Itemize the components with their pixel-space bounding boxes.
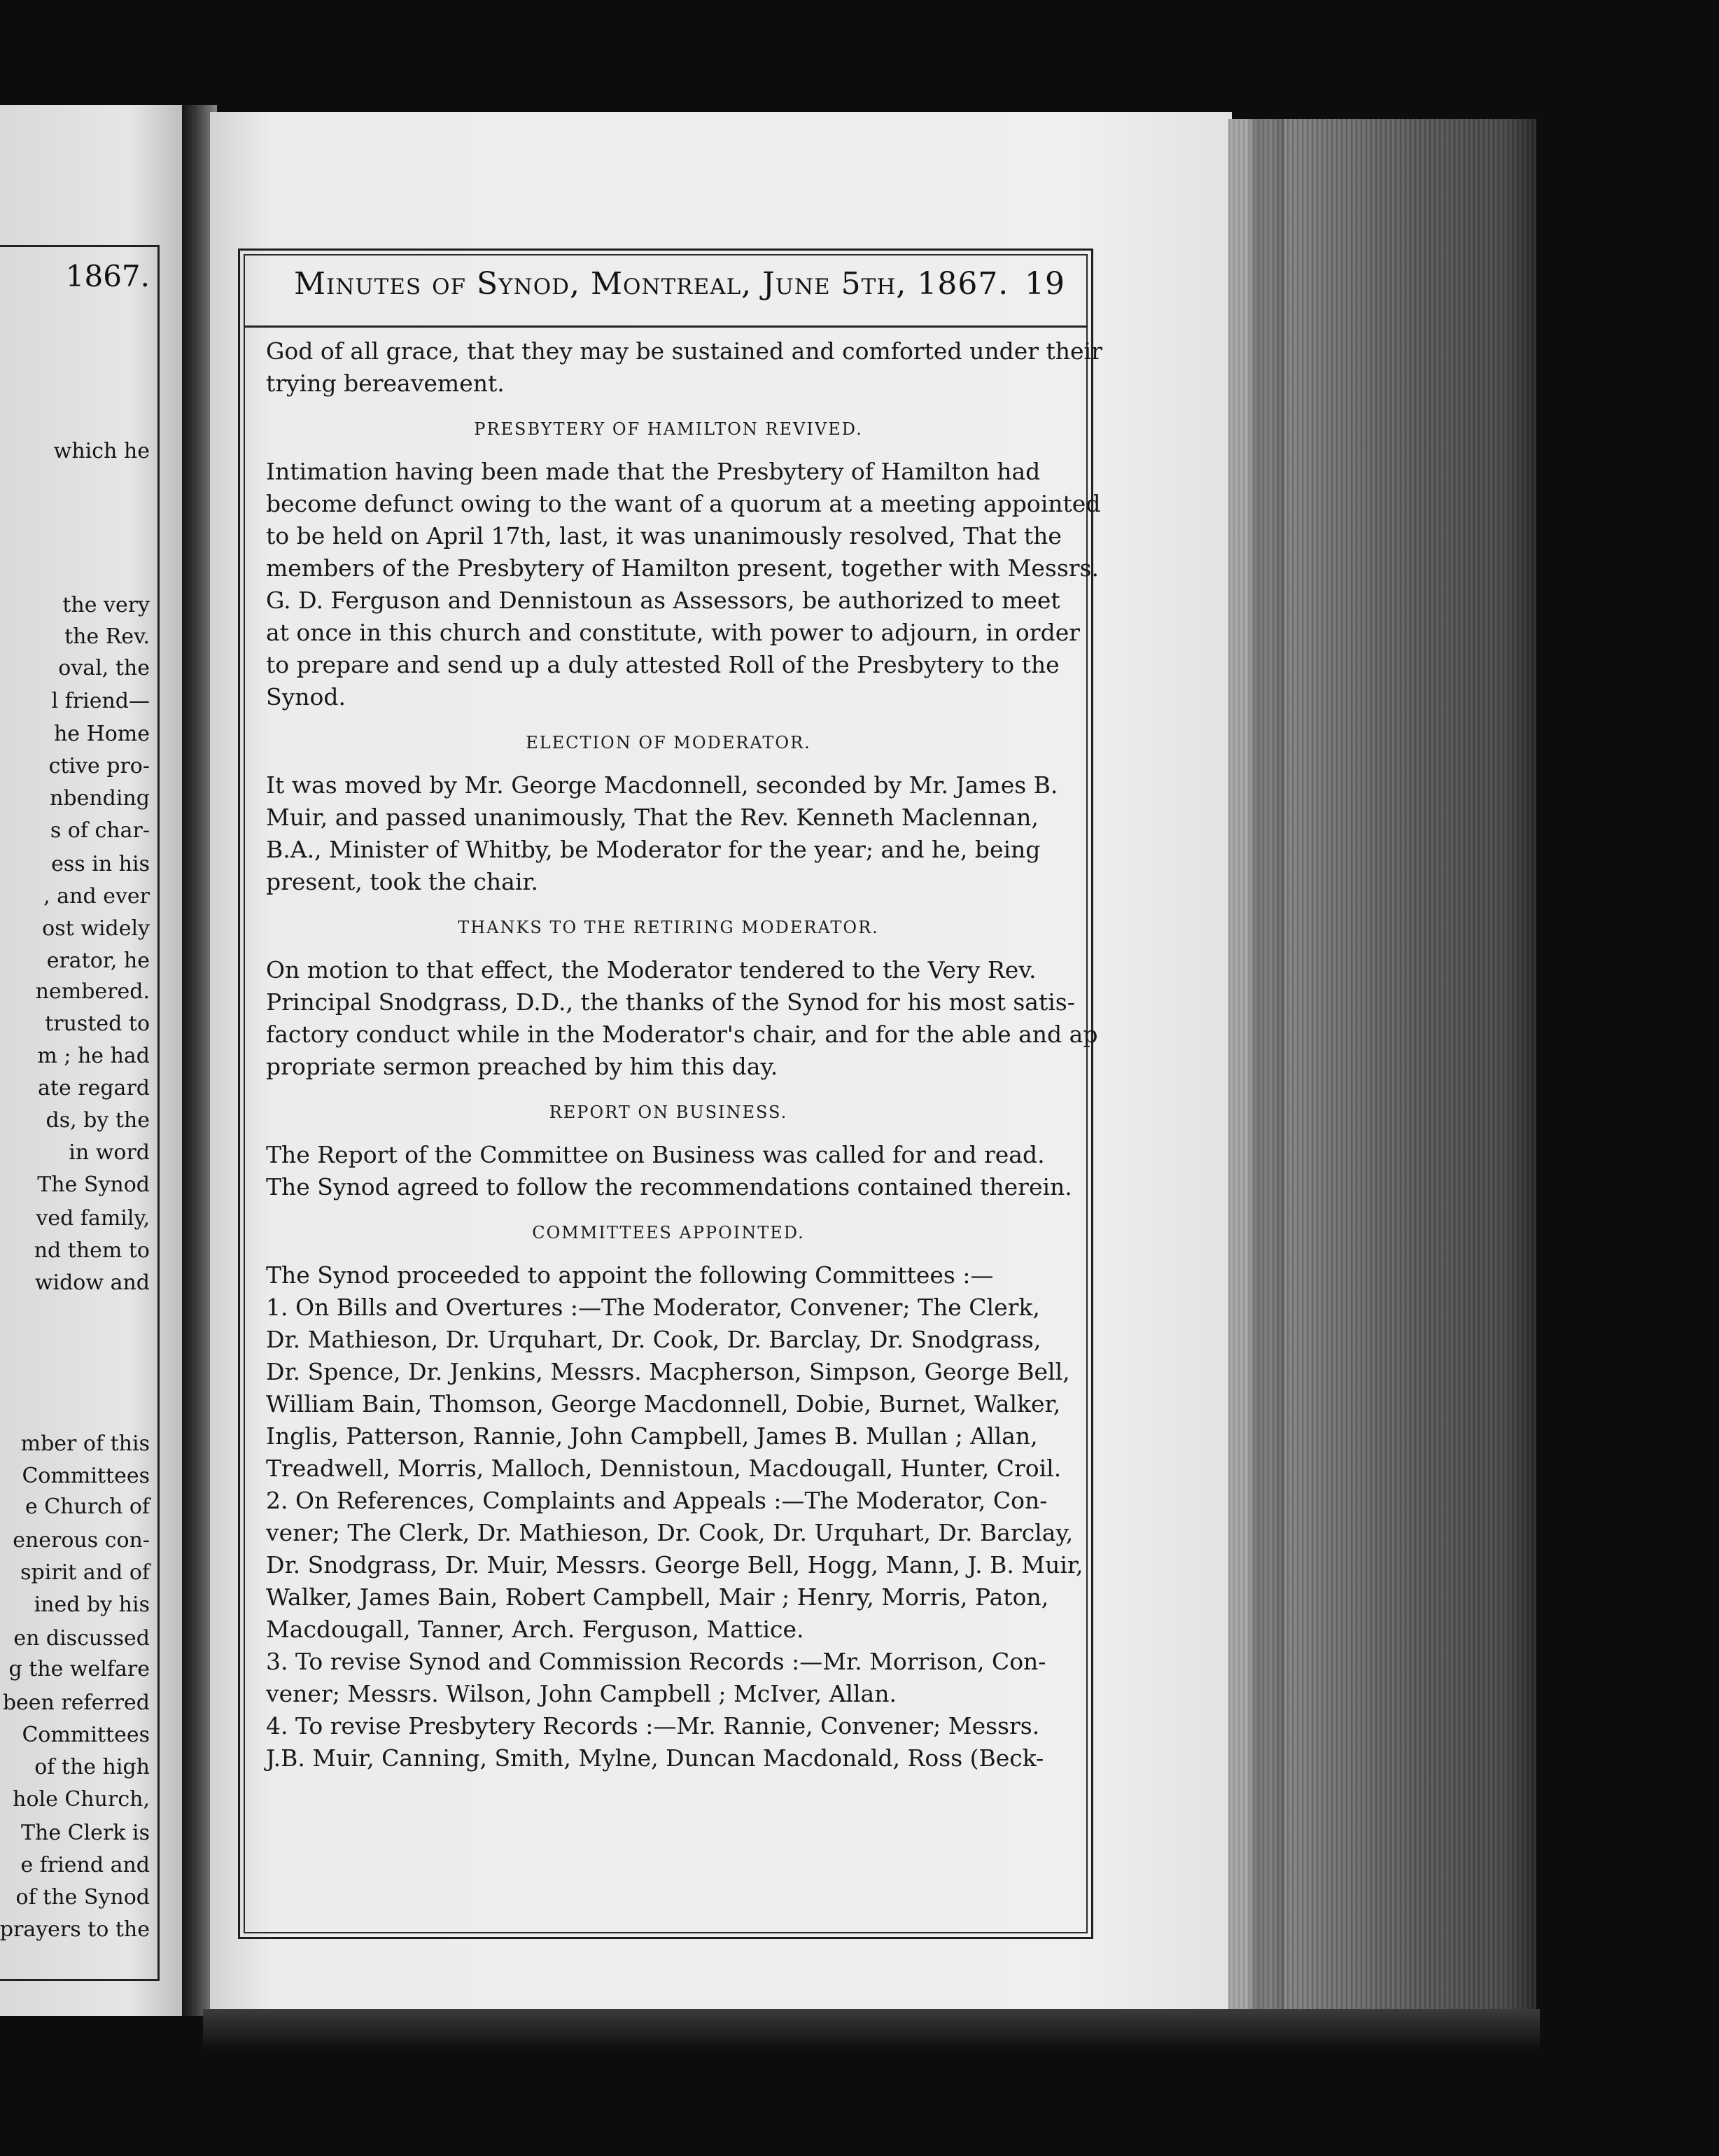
body-line: Dr. Snodgrass, Dr. Muir, Messrs. George Bell, Hogg, Mann, J. B. Muir, [266,1551,1083,1578]
body-line: factory conduct while in the Moderator's chair, and for the able and ap [266,1021,1098,1048]
left-page-line: e friend and [20,1853,150,1877]
body-line: to prepare and send up a duly attested Roll of the Presbytery to the [266,651,1060,678]
body-line: Principal Snodgrass, D.D., the thanks of the Synod for his most satis- [266,988,1075,1016]
left-page-line: g the welfare [8,1657,150,1681]
body-line: Macdougall, Tanner, Arch. Ferguson, Mattice. [266,1616,804,1643]
left-page-line: Committees [22,1464,150,1488]
section-heading: PRESBYTERY OF HAMILTON REVIVED. [474,419,863,439]
left-page-line: Committees [22,1723,150,1747]
running-head [294,259,1085,315]
page-fore-edges-highlight [1228,119,1284,2037]
left-page-line: in word [69,1140,150,1165]
left-page-line: erator, he [46,948,150,973]
body-line: present, took the chair. [266,868,539,895]
left-page-line: hole Church, [13,1787,150,1812]
body-line: trying bereavement. [266,370,505,397]
body-line: at once in this church and constitute, with power to adjourn, in order [266,619,1080,646]
body-line: Dr. Spence, Dr. Jenkins, Messrs. Macpherson, Simpson, George Bell, [266,1358,1070,1385]
body-line: Inglis, Patterson, Rannie, John Campbell, James B. Mullan ; Allan, [266,1422,1038,1450]
body-line: G. D. Ferguson and Dennistoun as Assessors, be authorized to meet [266,587,1060,614]
book-bottom-shadow [203,2009,1540,2051]
body-line: Treadwell, Morris, Malloch, Dennistoun, Macdougall, Hunter, Croil. [266,1455,1062,1482]
section-heading: THANKS TO THE RETIRING MODERATOR. [458,918,879,937]
body-line: Intimation having been made that the Presbytery of Hamilton had [266,458,1041,485]
left-page-line: The Clerk is [21,1821,150,1845]
left-page-line: ds, by the [45,1108,150,1133]
left-page-line: en discussed [13,1626,150,1651]
left-page-line: The Synod [37,1172,150,1197]
left-page-line: nembered. [35,979,150,1004]
section-heading: ELECTION OF MODERATOR. [526,733,811,752]
left-page-running-head: 1867. [65,259,150,293]
body-line: propriate sermon preached by him this day. [266,1053,778,1080]
left-page-line: ctive pro- [48,754,150,778]
left-page-line: ved family, [36,1206,150,1231]
body-line: It was moved by Mr. George Macdonnell, seconded by Mr. James B. [266,771,1058,799]
left-page-line: ate regard [38,1076,150,1100]
left-page-line: ost widely [42,916,150,941]
left-page-line: s of char- [50,818,150,843]
left-page-line: nbending [50,786,150,811]
body-line: Synod. [266,683,346,710]
left-page-line: been referred [2,1690,150,1715]
body-line: vener; Messrs. Wilson, John Campbell ; McIver, Allan. [266,1680,897,1707]
left-page-line: trusted to [45,1011,150,1036]
body-line: 2. On References, Complaints and Appeals :—The Moderator, Con- [266,1487,1048,1514]
left-page-line: the Rev. [64,624,150,649]
body-line: 1. On Bills and Overtures :—The Moderator, Convener; The Clerk, [266,1294,1040,1321]
body-line: 4. To revise Presbytery Records :—Mr. Rannie, Convener; Messrs. [266,1712,1040,1740]
body-line: William Bain, Thomson, George Macdonnell, Dobie, Burnet, Walker, [266,1390,1061,1418]
body-line: to be held on April 17th, last, it was unanimously resolved, That the [266,522,1062,550]
left-page-line: mber of this [20,1432,150,1456]
left-page-line: of the Synod [15,1885,150,1910]
left-page-line: l friend— [51,689,150,713]
body-line: Walker, James Bain, Robert Campbell, Mair ; Henry, Morris, Paton, [266,1583,1049,1611]
body-line: God of all grace, that they may be sustained and comforted under their [266,337,1102,365]
left-page-line: oval, the [58,656,150,680]
body-line: members of the Presbytery of Hamilton present, together with Messrs. [266,554,1099,582]
body-line: become defunct owing to the want of a quorum at a meeting appointed [266,490,1101,517]
body-line: Muir, and passed unanimously, That the Rev. Kenneth Maclennan, [266,804,1039,831]
body-line: On motion to that effect, the Moderator tendered to the Very Rev. [266,956,1037,983]
left-facing-page [0,105,183,2016]
left-page-line: nd them to [34,1238,150,1263]
left-page-line: which he [53,439,150,463]
body-line: J.B. Muir, Canning, Smith, Mylne, Duncan Macdonald, Ross (Beck- [266,1744,1044,1772]
body-line: 3. To revise Synod and Commission Records :—Mr. Morrison, Con- [266,1648,1046,1675]
left-page-line: he Home [53,722,150,746]
header-rule [244,326,1088,328]
body-line: Dr. Mathieson, Dr. Urquhart, Dr. Cook, Dr. Barclay, Dr. Snodgrass, [266,1326,1041,1353]
body-line: B.A., Minister of Whitby, be Moderator for the year; and he, being [266,836,1041,863]
body-line: vener; The Clerk, Dr. Mathieson, Dr. Cook, Dr. Urquhart, Dr. Barclay, [266,1519,1074,1546]
left-page-line: ess in his [51,852,150,876]
page-number: 19 [1025,266,1065,302]
left-page-line: of the high [34,1755,150,1779]
body-line: The Report of the Committee on Business was called for and read. [266,1141,1045,1168]
running-title: Minutes of Synod, Montreal, June 5th, 1867. [294,266,1009,302]
left-page-line: spirit and of [20,1560,150,1585]
section-heading: COMMITTEES APPOINTED. [532,1223,805,1242]
left-page-line: ined by his [34,1592,150,1617]
left-page-line: enerous con- [13,1528,150,1553]
body-line: The Synod agreed to follow the recommendations contained therein. [266,1173,1072,1200]
left-page-line: widow and [34,1270,150,1295]
left-page-line: prayers to the [0,1917,150,1942]
section-heading: REPORT ON BUSINESS. [549,1102,788,1122]
left-page-line: e Church of [24,1494,150,1519]
body-line: The Synod proceeded to appoint the following Committees :— [266,1261,994,1289]
left-page-line: m ; he had [37,1044,150,1068]
left-page-line: the very [62,593,150,617]
left-page-line: , and ever [43,884,150,909]
